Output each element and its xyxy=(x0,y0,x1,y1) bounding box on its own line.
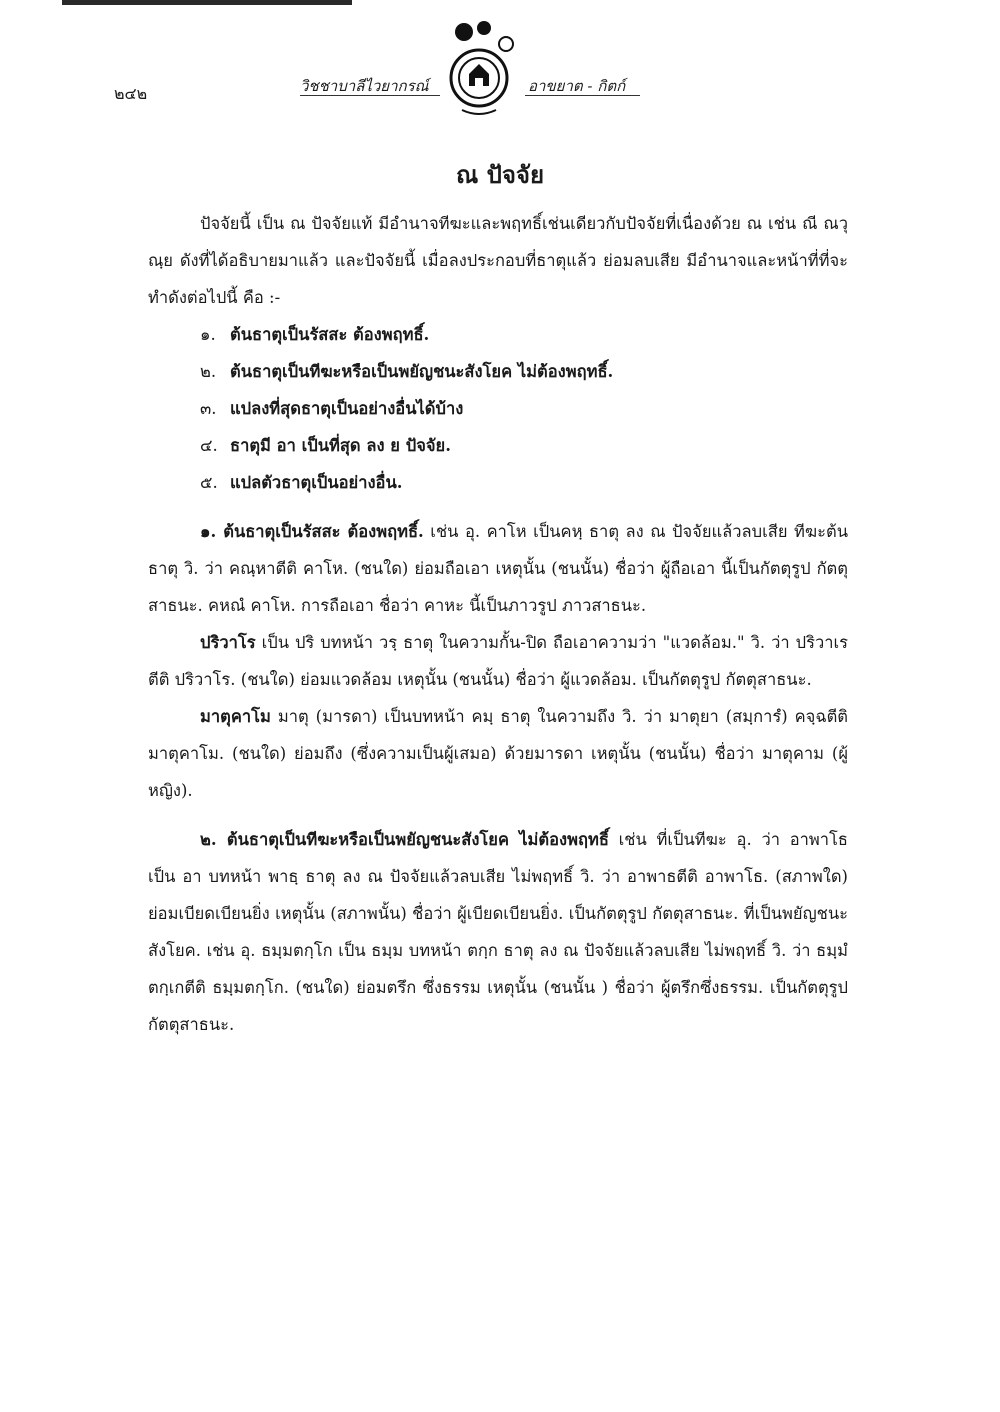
page-title: ณ ปัจจัย xyxy=(455,160,545,189)
rule-item-3 xyxy=(148,390,848,427)
matukamo-paragraph xyxy=(148,698,848,809)
header-rule-left xyxy=(300,95,440,96)
rule-text: ต้นธาตุเป็นทีฆะหรือเป็นพยัญชนะสังโยค ไม่ต้องพฤทธิ์. xyxy=(230,362,614,381)
section-2-paragraph xyxy=(148,821,848,1043)
section-2-heading: ๒. ต้นธาตุเป็นทีฆะหรือเป็นพยัญชนะสังโยค ไม่ต้องพฤทธิ์ xyxy=(200,830,609,849)
rule-text: แปลงที่สุดธาตุเป็นอย่างอื่นได้บ้าง xyxy=(230,399,464,418)
rule-number: ๓. xyxy=(200,399,217,418)
section-1-text: เช่น อุ. คาโห เป็นคหฺ ธาตุ ลง ณ ปัจจัยแล้วลบเสีย ทีฆะต้นธาตุ วิ. ว่า คณฺหาตีติ คาโห. (ชนใด) ย่อมถือเอา เหตุนั้น (ชนนั้น) ชื่อว่า ผู้ถือเอา นี้เป็นกัตตุรูป กัตตุสาธนะ. คหณํ คาโห. การถือเอา ชื่อว่า คาหะ นี้เป็นภาวรูป ภาวสาธนะ. xyxy=(148,522,848,615)
document-body xyxy=(148,205,848,1043)
rule-item-2 xyxy=(148,353,848,390)
section-1-paragraph xyxy=(148,513,848,624)
rule-text: ต้นธาตุเป็นรัสสะ ต้องพฤทธิ์. xyxy=(230,325,430,344)
rule-number: ๔. xyxy=(200,436,218,455)
header-right-title: อาขยาต - กิตก์ xyxy=(528,77,626,95)
rule-item-5 xyxy=(148,464,848,501)
rule-text: ธาตุมี อา เป็นที่สุด ลง ย ปัจจัย. xyxy=(230,436,451,455)
header-left-title: วิชชาบาลีไวยากรณ์ xyxy=(300,77,429,95)
intro-paragraph: ปัจจัยนี้ เป็น ณ ปัจจัยแท้ มีอำนาจทีฆะและพฤทธิ์เช่นเดียวกับปัจจัยที่เนื่องด้วย ณ เช่น ณี ณวุ ณฺย ดังที่ได้อธิบายมาแล้ว และปัจจัยนี้ เมื่อลงประกอบที่ธาตุแล้ว ย่อมลบเสีย มีอำนาจและหน้าที่ที่จะทำดังต่อไปนี้ คือ :- xyxy=(148,214,848,307)
section-1-heading: ๑. ต้นธาตุเป็นรัสสะ ต้องพฤทธิ์. xyxy=(200,522,424,541)
rule-item-1 xyxy=(148,316,848,353)
page-number: ๒๔๒ xyxy=(114,84,148,103)
rule-item-4 xyxy=(148,427,848,464)
matukamo-term: มาตุคาโม xyxy=(200,707,271,726)
header-rule-right xyxy=(525,95,640,96)
rule-text: แปลตัวธาตุเป็นอย่างอื่น. xyxy=(230,473,403,492)
matukamo-text: มาตุ (มารดา) เป็นบทหน้า คมฺ ธาตุ ในความถึง วิ. ว่า มาตุยา (สมฺการํ) คจฺฉตีติ มาตุคาโม. (ชนใด) ย่อมถึง (ซึ่งความเป็นผู้เสมอ) ด้วยมารดา เหตุนั้น (ชนนั้น) ชื่อว่า มาตุคาม (ผู้หญิง). xyxy=(148,707,848,800)
rule-number: ๒. xyxy=(200,362,217,381)
rule-number: ๕. xyxy=(200,473,218,492)
parivaro-paragraph xyxy=(148,624,848,698)
rule-number: ๑. xyxy=(200,325,216,344)
emblem-seal-icon xyxy=(434,20,524,120)
section-2-text: เช่น ที่เป็นทีฆะ อุ. ว่า อาพาโธ เป็น อา บทหน้า พาธฺ ธาตุ ลง ณ ปัจจัยแล้วลบเสีย ไม่พฤทธิ์ วิ. ว่า อาพาธตีติ อาพาโธ. (สภาพใด) ย่อมเบียดเบียนยิ่ง เหตุนั้น (สภาพนั้น) ชื่อว่า ผู้เบียดเบียนยิ่ง. เป็นกัตตุรูป กัตตุสาธนะ. ที่เป็นพยัญชนะสังโยค. เช่น อุ. ธมฺมตกฺโก เป็น ธมฺม บทหน้า ตกฺก ธาตุ ลง ณ ปัจจัยแล้วลบเสีย ไม่พฤทธิ์ วิ. ว่า ธมฺมํ ตกฺเกตีติ ธมฺมตกฺโก. (ชนใด) ย่อมตรึก ซึ่งธรรม เหตุนั้น (ชนนั้น ) ชื่อว่า ผู้ตรึกซึ่งธรรม. เป็นกัตตุรูป กัตตุสาธนะ. xyxy=(148,830,848,1034)
scan-edge-bar xyxy=(62,0,352,5)
parivaro-term: ปริวาโร xyxy=(200,633,256,652)
parivaro-text: เป็น ปริ บทหน้า วรฺ ธาตุ ในความกั้น-ปิด ถือเอาความว่า "แวดล้อม." วิ. ว่า ปริวาเรตีติ ปริวาโร. (ชนใด) ย่อมแวดล้อม เหตุนั้น (ชนนั้น) ชื่อว่า ผู้แวดล้อม. เป็นกัตตุรูป กัตตุสาธนะ. xyxy=(148,633,848,689)
